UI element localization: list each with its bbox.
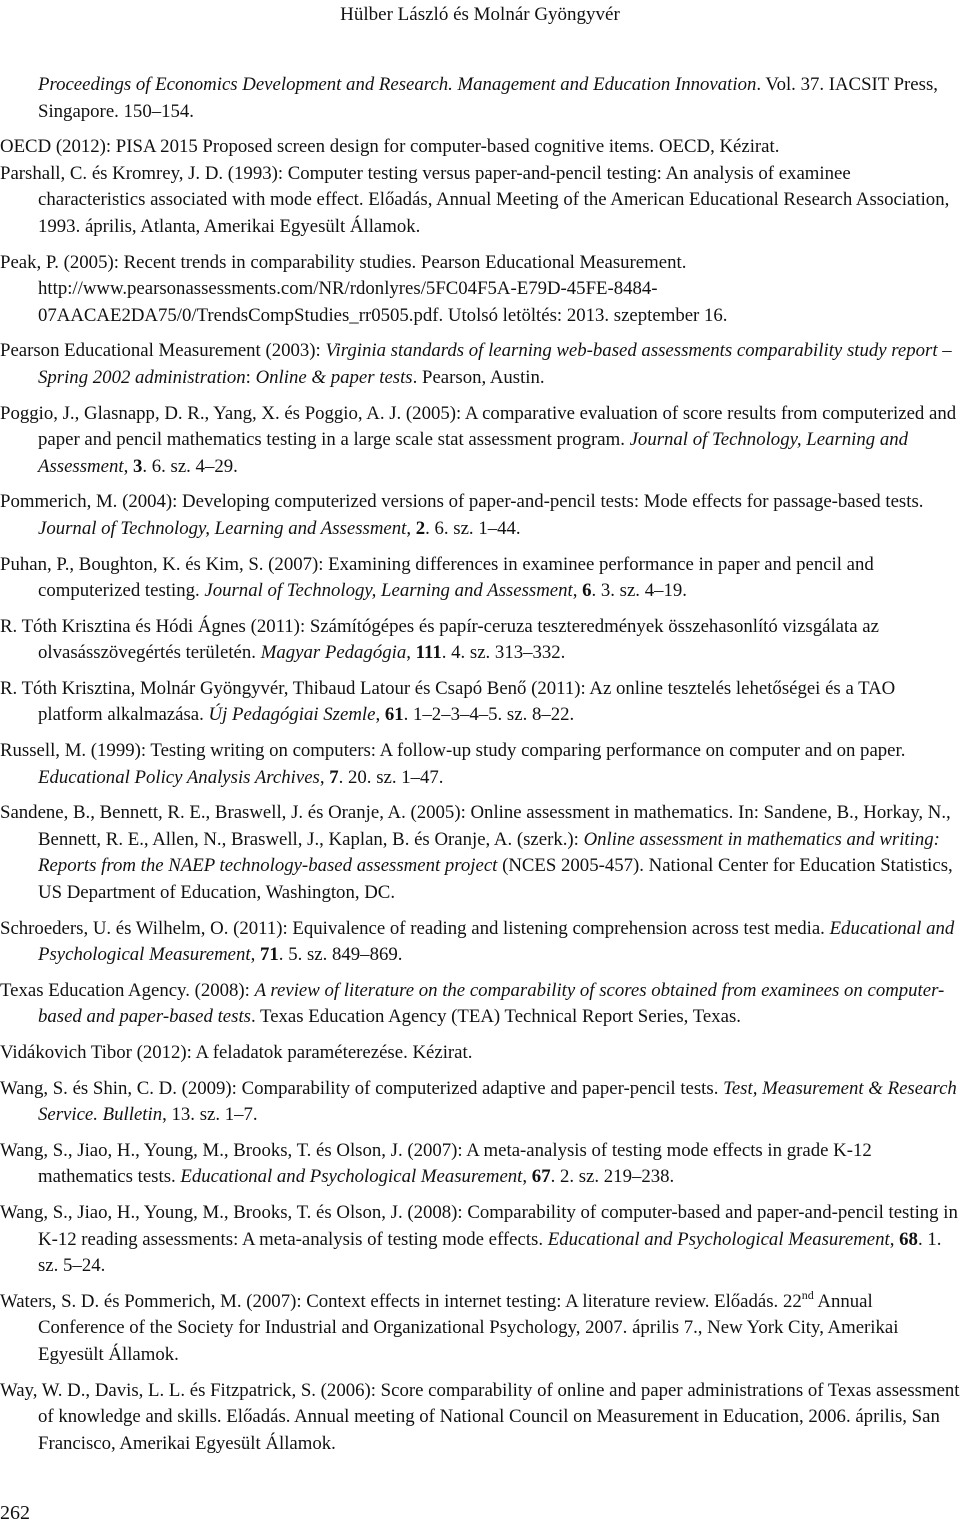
reference-title: Magyar Pedagógia — [260, 642, 407, 664]
reference-text: . 3. sz. 4–19. — [591, 580, 687, 602]
reference-text: Sandene, B., Bennett, R. E., Braswell, J. és Oranje, A. (2005): Online assessment in mathematics. In: Sandene, B., Horkay, N., Bennett, R. E., Allen, N., Braswell, J., Kaplan, B. és Oranje, A. (szerk.): — [0, 802, 951, 850]
reference-text: , — [889, 1228, 900, 1250]
reference-volume: 67 — [531, 1166, 551, 1188]
reference-text: . 4. sz. 313–332. — [441, 642, 566, 664]
reference-text: Parshall, C. és Kromrey, J. D. (1993): Computer testing versus paper-and-pencil testing: An analysis of examinee characteristics associated with mode effect. Előadás, Annual Meeting of the American Educational Research Association, 1993. április, Atlanta, Amerikai Egyesült Államok. — [0, 162, 950, 237]
reference-entry — [0, 338, 960, 391]
reference-text: Way, W. D., Davis, L. L. és Fitzpatrick, S. (2006): Score comparability of online and paper administrations of Texas assessment of knowledge and skills. Előadás. Annual meeting of National Council on Measurement in Education, 2006. április, San Francisco, Amerikai Egyesült Államok. — [0, 1379, 960, 1454]
reference-entry — [0, 1200, 960, 1280]
reference-text: Vidákovich Tibor (2012): A feladatok paraméterezése. Kézirat. — [0, 1042, 473, 1063]
reference-title: Educational and Psychological Measurement — [38, 917, 955, 966]
reference-text: Schroeders, U. és Wilhelm, O. (2011): Equivalence of reading and listening comprehension across test media. — [0, 917, 830, 939]
reference-text: . 6. sz. 4–29. — [142, 455, 238, 477]
reference-volume: 111 — [415, 642, 442, 664]
reference-volume: 6 — [582, 580, 592, 602]
reference-entry — [0, 1289, 960, 1369]
reference-text: Texas Education Agency. (2008): — [0, 979, 255, 1001]
reference-entry — [0, 1040, 960, 1067]
reference-text: . Pearson, Austin. — [412, 366, 545, 388]
reference-entry — [0, 676, 960, 729]
reference-text: Waters, S. D. és Pommerich, M. (2007): Context effects in internet testing: A literature review. Előadás. 22 — [0, 1290, 802, 1312]
reference-text: . 6. sz. 1–44. — [425, 517, 521, 539]
reference-entry — [0, 614, 960, 667]
reference-text: Wang, S., Jiao, H., Young, M., Brooks, T. és Olson, J. (2007): A meta-analysis of testing mode effects in grade K-12 mathematics tests. — [0, 1139, 872, 1188]
reference-volume: 3 — [132, 455, 143, 477]
reference-text: Puhan, P., Boughton, K. és Kim, S. (2007): Examining differences in examinee performance in paper and pencil and computerized testing. — [0, 553, 874, 602]
reference-title: Új Pedagógiai Szemle — [208, 704, 376, 726]
reference-entry — [0, 489, 960, 542]
reference-title: Test, Measurement & Research Service. Bulletin — [38, 1077, 957, 1126]
reference-text: . Vol. 37. IACSIT Press, Singapore. 150–154. — [38, 74, 938, 122]
reference-volume: 68 — [899, 1228, 918, 1250]
reference-title: Online assessment in mathematics and writing: Reports from the NAEP technology-based assessment project — [38, 828, 940, 877]
reference-text: Annual Conference of the Society for Industrial and Organizational Psychology, 2007. április 7., New York City, Amerikai Egyesült Államok. — [38, 1290, 899, 1365]
reference-text: , — [572, 580, 583, 602]
reference-volume: 2 — [415, 517, 426, 539]
reference-title: Proceedings of Economics Development and Research. Management and Education Innovation — [38, 74, 757, 95]
reference-entry — [0, 1138, 960, 1191]
reference-entry — [0, 401, 960, 481]
reference-entry — [0, 134, 960, 161]
reference-text: . Texas Education Agency (TEA) Technical Report Series, Texas. — [250, 1006, 741, 1028]
reference-text: , — [406, 642, 416, 664]
reference-text: nd — [801, 1287, 814, 1302]
reference-text: Peak, P. (2005): Recent trends in comparability studies. Pearson Educational Measurement. http://www.pearsonassessments.com/NR/rdonlyres/5FC04F5A-E79D-45FE-8484-07AACAE2DA75/0/TrendsCompStudies_rr0505.pdf. Utolsó letöltés: 2013. szeptember 16. — [0, 251, 728, 326]
reference-text: Wang, S., Jiao, H., Young, M., Brooks, T. és Olson, J. (2008): Comparability of computer-based and paper-and-pencil testing in K-12 reading assessments: A meta-analysis of testing mode effects. — [0, 1201, 958, 1250]
reference-text: R. Tóth Krisztina, Molnár Gyöngyvér, Thibaud Latour és Csapó Benő (2011): Az online tesztelés lehetőségei és a TAO platform alkalmazása. — [0, 677, 896, 726]
reference-text: , — [522, 1166, 532, 1188]
reference-text: , — [406, 517, 416, 539]
reference-title: Educational and Psychological Measurement — [547, 1228, 890, 1250]
reference-text: . 1–2–3–4–5. sz. 8–22. — [403, 704, 575, 726]
reference-text: Russell, M. (1999): Testing writing on computers: A follow-up study comparing performance on computer and on paper. — [0, 740, 906, 762]
reference-text: , — [123, 455, 133, 477]
page-number: 262 — [0, 1502, 30, 1524]
reference-text: Pommerich, M. (2004): Developing computerized versions of paper-and-pencil tests: Mode effects for passage-based tests. — [0, 491, 924, 513]
reference-entry — [0, 552, 960, 605]
reference-entry — [0, 916, 960, 969]
reference-title: Journal of Technology, Learning and Assessment — [204, 580, 573, 602]
reference-title: Educational Policy Analysis Archives — [38, 766, 320, 788]
reference-text: , 13. sz. 1–7. — [162, 1104, 258, 1126]
reference-text: Wang, S. és Shin, C. D. (2009): Comparability of computerized adaptive and paper-pencil tests. — [0, 1077, 724, 1099]
reference-entry — [0, 1076, 960, 1129]
reference-title: Virginia standards of learning web-based assessments comparability study report – Spring 2002 administration — [38, 340, 952, 388]
reference-entry — [0, 738, 960, 791]
reference-list — [0, 72, 960, 1466]
reference-volume: 61 — [384, 704, 404, 726]
reference-volume: 7 — [329, 766, 339, 788]
reference-text: . 2. sz. 219–238. — [550, 1166, 675, 1188]
reference-title: Journal of Technology, Learning and Assessment — [38, 517, 407, 539]
reference-text: Pearson Educational Measurement (2003): — [0, 340, 326, 362]
reference-text: , — [375, 704, 385, 726]
reference-text: . 20. sz. 1–47. — [338, 766, 444, 788]
reference-volume: 71 — [260, 944, 279, 966]
reference-text: : — [245, 366, 256, 388]
reference-text: . 1. sz. 5–24. — [38, 1228, 942, 1277]
reference-title: Online & paper tests — [255, 366, 413, 388]
reference-entry — [0, 72, 960, 125]
reference-text: R. Tóth Krisztina és Hódi Ágnes (2011): Számítógépes és papír-ceruza teszteredmények összehasonlító vizsgálata az olvasásszövegértés területén. — [0, 615, 879, 664]
running-head: Hülber László és Molnár Gyöngyvér — [340, 4, 620, 25]
reference-title: Educational and Psychological Measurement — [180, 1166, 523, 1188]
reference-text: OECD (2012): PISA 2015 Proposed screen design for computer-based cognitive items. OECD, Kézirat. — [0, 136, 780, 158]
reference-title: A review of literature on the comparability of scores obtained from examinees on computer-based and paper-based tests — [38, 979, 945, 1028]
reference-text: , — [250, 944, 261, 966]
reference-text: (NCES 2005-457). National Center for Education Statistics, US Department of Education, Washington, DC. — [38, 855, 953, 904]
reference-entry — [0, 161, 960, 241]
reference-entry — [0, 978, 960, 1031]
reference-entry — [0, 250, 960, 330]
reference-title: Journal of Technology, Learning and Assessment — [38, 429, 909, 477]
reference-entry — [0, 800, 960, 906]
reference-entry — [0, 1378, 960, 1458]
reference-text: , — [319, 766, 330, 788]
reference-text: Poggio, J., Glasnapp, D. R., Yang, X. és Poggio, A. J. (2005): A comparative evaluation of score results from computerized and paper and pencil mathematics testing in a large scale stat assessment program. — [0, 402, 957, 451]
reference-text: . 5. sz. 849–869. — [278, 944, 403, 966]
